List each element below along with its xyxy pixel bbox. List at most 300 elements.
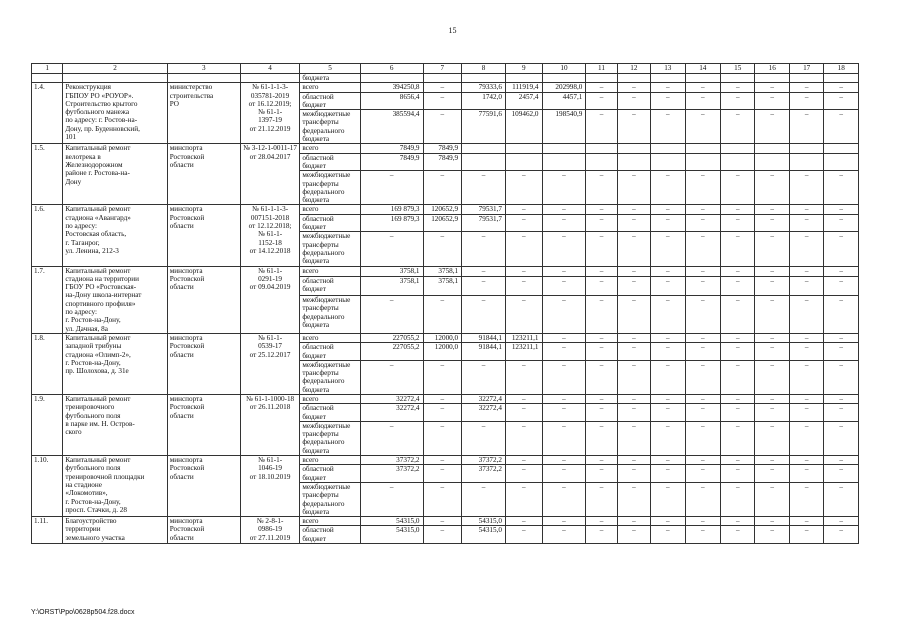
value-cell: – xyxy=(505,404,542,422)
value-cell xyxy=(651,153,685,171)
value-cell: 385594,4 xyxy=(360,110,423,144)
value-cell: – xyxy=(721,526,755,544)
value-cell: – xyxy=(586,214,617,232)
value-cell: – xyxy=(755,517,789,526)
value-cell: – xyxy=(789,465,823,483)
value-cell: – xyxy=(755,456,789,465)
value-cell: – xyxy=(685,517,721,526)
value-cell: – xyxy=(824,517,859,526)
value-cell: – xyxy=(685,360,721,394)
value-cell: – xyxy=(721,404,755,422)
value-cell: 79531,7 xyxy=(462,205,506,214)
value-cell: – xyxy=(824,482,859,516)
value-cell: – xyxy=(542,482,586,516)
value-cell: – xyxy=(755,83,789,92)
column-header: 11 xyxy=(586,64,617,74)
value-cell: – xyxy=(360,421,423,455)
value-cell: – xyxy=(651,83,685,92)
table-cell xyxy=(505,74,542,83)
value-cell: – xyxy=(755,205,789,214)
funding-source: межбюджетные трансферты федерального бюджета xyxy=(300,296,361,334)
value-cell: – xyxy=(617,456,650,465)
value-cell xyxy=(462,153,506,171)
value-cell: – xyxy=(651,214,685,232)
page-number: 15 xyxy=(448,26,457,35)
value-cell: – xyxy=(505,421,542,455)
value-cell: – xyxy=(789,110,823,144)
value-cell: – xyxy=(542,214,586,232)
value-cell: – xyxy=(360,171,423,205)
value-cell: 7849,9 xyxy=(360,144,423,153)
value-cell: – xyxy=(617,343,650,361)
value-cell: – xyxy=(789,526,823,544)
table-cell xyxy=(63,74,167,83)
value-cell: – xyxy=(651,360,685,394)
column-header: 16 xyxy=(755,64,789,74)
value-cell: – xyxy=(423,421,462,455)
value-cell: – xyxy=(685,394,721,403)
value-cell: – xyxy=(755,266,789,276)
value-cell: – xyxy=(789,421,823,455)
value-cell: – xyxy=(586,526,617,544)
value-cell: – xyxy=(542,232,586,266)
value-cell: – xyxy=(721,171,755,205)
value-cell: – xyxy=(651,343,685,361)
executor: минспорта Ростовской области xyxy=(167,394,240,455)
value-cell: – xyxy=(542,333,586,342)
value-cell: – xyxy=(617,83,650,92)
value-cell: – xyxy=(651,526,685,544)
value-cell: 109462,0 xyxy=(505,110,542,144)
value-cell: – xyxy=(617,465,650,483)
file-path: Y:\ORST\Ppo\0628p504.f28.docx xyxy=(31,609,135,616)
value-cell: – xyxy=(755,404,789,422)
value-cell: – xyxy=(617,333,650,342)
value-cell: – xyxy=(542,276,586,295)
value-cell: – xyxy=(651,465,685,483)
value-cell: – xyxy=(423,171,462,205)
column-header: 5 xyxy=(300,64,361,74)
value-cell: – xyxy=(789,482,823,516)
value-cell: – xyxy=(789,296,823,334)
item-number: 1.4. xyxy=(32,83,63,144)
document-ref: № 61-1-1000-18 от 26.11.2018 xyxy=(240,394,300,455)
value-cell: – xyxy=(721,465,755,483)
value-cell: – xyxy=(586,482,617,516)
value-cell: – xyxy=(651,171,685,205)
value-cell: – xyxy=(824,333,859,342)
value-cell: – xyxy=(824,360,859,394)
value-cell: – xyxy=(462,276,506,295)
column-header: 12 xyxy=(617,64,650,74)
value-cell: – xyxy=(755,232,789,266)
value-cell: – xyxy=(462,421,506,455)
value-cell: – xyxy=(586,465,617,483)
value-cell: – xyxy=(755,394,789,403)
funding-source: всего xyxy=(300,333,361,342)
value-cell: – xyxy=(824,465,859,483)
value-cell: – xyxy=(617,394,650,403)
value-cell xyxy=(462,144,506,153)
value-cell: – xyxy=(651,276,685,295)
column-header: 2 xyxy=(63,64,167,74)
document-ref: № 61-1- 1046-19 от 18.10.2019 xyxy=(240,456,300,517)
funding-source: областной бюджет xyxy=(300,526,361,544)
funding-source: всего xyxy=(300,83,361,92)
value-cell: – xyxy=(505,526,542,544)
value-cell: – xyxy=(586,517,617,526)
value-cell: – xyxy=(651,266,685,276)
value-cell: 54315,0 xyxy=(360,517,423,526)
value-cell: 123211,1 xyxy=(505,333,542,342)
value-cell: – xyxy=(824,205,859,214)
value-cell xyxy=(617,153,650,171)
value-cell: 37372,2 xyxy=(360,465,423,483)
item-number: 1.6. xyxy=(32,205,63,266)
value-cell: – xyxy=(685,456,721,465)
value-cell: – xyxy=(755,92,789,110)
value-cell: – xyxy=(721,517,755,526)
value-cell: – xyxy=(505,465,542,483)
funding-source: областной бюджет xyxy=(300,465,361,483)
value-cell: – xyxy=(505,360,542,394)
value-cell: 54315,0 xyxy=(462,517,506,526)
value-cell: – xyxy=(721,360,755,394)
header-row xyxy=(32,64,859,74)
value-cell: – xyxy=(721,92,755,110)
value-cell: – xyxy=(586,421,617,455)
value-cell: – xyxy=(423,232,462,266)
value-cell: – xyxy=(789,205,823,214)
value-cell: – xyxy=(462,171,506,205)
value-cell: – xyxy=(542,394,586,403)
value-cell: – xyxy=(685,83,721,92)
value-cell: – xyxy=(617,92,650,110)
item-number: 1.10. xyxy=(32,456,63,517)
value-cell: – xyxy=(755,276,789,295)
value-cell: 54315,0 xyxy=(360,526,423,544)
value-cell: – xyxy=(721,456,755,465)
column-header: 17 xyxy=(789,64,823,74)
value-cell: – xyxy=(755,360,789,394)
funding-source: областной бюджет xyxy=(300,276,361,295)
value-cell: – xyxy=(542,465,586,483)
value-cell: – xyxy=(542,517,586,526)
value-cell: – xyxy=(423,456,462,465)
value-cell: 32272,4 xyxy=(360,394,423,403)
executor: минспорта Ростовской области xyxy=(167,144,240,205)
table-cell xyxy=(542,74,586,83)
table-cell xyxy=(586,74,617,83)
value-cell: – xyxy=(685,110,721,144)
value-cell: – xyxy=(755,526,789,544)
value-cell: – xyxy=(586,110,617,144)
value-cell: – xyxy=(651,333,685,342)
value-cell: – xyxy=(617,232,650,266)
table-cell xyxy=(651,74,685,83)
value-cell: 54315,0 xyxy=(462,526,506,544)
value-cell: 7849,9 xyxy=(423,153,462,171)
value-cell: – xyxy=(617,205,650,214)
value-cell: – xyxy=(755,171,789,205)
table-cell xyxy=(789,74,823,83)
table-cell xyxy=(167,74,240,83)
funding-source: всего xyxy=(300,205,361,214)
item-name: Капитальный ремонт велотрека в Железнодорожном районе г. Ростова-на- Дону xyxy=(63,144,167,205)
value-cell: – xyxy=(755,465,789,483)
value-cell: 120652,9 xyxy=(423,205,462,214)
value-cell: 3758,1 xyxy=(423,266,462,276)
value-cell: – xyxy=(685,333,721,342)
value-cell: 91844,1 xyxy=(462,343,506,361)
value-cell xyxy=(721,153,755,171)
value-cell: – xyxy=(505,456,542,465)
value-cell: – xyxy=(824,421,859,455)
value-cell: 2457,4 xyxy=(505,92,542,110)
column-header: 1 xyxy=(32,64,63,74)
value-cell: – xyxy=(721,276,755,295)
column-header: 7 xyxy=(423,64,462,74)
value-cell: – xyxy=(651,110,685,144)
value-cell: – xyxy=(755,333,789,342)
value-cell: – xyxy=(505,266,542,276)
value-cell: – xyxy=(505,482,542,516)
item-name: Капитальный ремонт тренировочного футбольного поля в парке им. Н. Остров- ского xyxy=(63,394,167,455)
value-cell: – xyxy=(685,526,721,544)
value-cell: 79333,6 xyxy=(462,83,506,92)
value-cell: – xyxy=(651,296,685,334)
table-cell xyxy=(755,74,789,83)
value-cell: – xyxy=(586,404,617,422)
value-cell: – xyxy=(721,482,755,516)
table-cell xyxy=(240,74,300,83)
value-cell: – xyxy=(685,343,721,361)
value-cell: – xyxy=(586,83,617,92)
table-cell: бюджета xyxy=(300,74,361,83)
value-cell xyxy=(617,144,650,153)
value-cell: – xyxy=(824,404,859,422)
value-cell: – xyxy=(462,232,506,266)
value-cell: – xyxy=(505,214,542,232)
value-cell: – xyxy=(586,276,617,295)
value-cell xyxy=(685,153,721,171)
value-cell: – xyxy=(721,83,755,92)
value-cell: – xyxy=(542,456,586,465)
value-cell: – xyxy=(586,343,617,361)
value-cell: – xyxy=(360,482,423,516)
value-cell: – xyxy=(685,421,721,455)
value-cell xyxy=(824,153,859,171)
item-number: 1.7. xyxy=(32,266,63,333)
value-cell: – xyxy=(586,456,617,465)
value-cell: – xyxy=(542,526,586,544)
value-cell: – xyxy=(721,214,755,232)
value-cell: – xyxy=(824,276,859,295)
value-cell: – xyxy=(505,394,542,403)
value-cell xyxy=(586,144,617,153)
table-row xyxy=(32,266,859,276)
value-cell: – xyxy=(824,92,859,110)
funding-source: межбюджетные трансферты федерального бюджета xyxy=(300,232,361,266)
document-ref: № 61-1-1-3- 007151-2018 от 12.12.2018; № 61-1- 1152-18 от 14.12.2018 xyxy=(240,205,300,266)
value-cell: – xyxy=(824,232,859,266)
value-cell: 202998,0 xyxy=(542,83,586,92)
value-cell: – xyxy=(721,333,755,342)
value-cell: 37372,2 xyxy=(462,456,506,465)
value-cell: 12000,0 xyxy=(423,333,462,342)
value-cell: – xyxy=(617,526,650,544)
value-cell: – xyxy=(586,171,617,205)
value-cell: – xyxy=(789,83,823,92)
value-cell: – xyxy=(685,465,721,483)
value-cell: – xyxy=(824,394,859,403)
value-cell xyxy=(542,144,586,153)
value-cell: – xyxy=(824,171,859,205)
value-cell: 4457,1 xyxy=(542,92,586,110)
value-cell: – xyxy=(685,296,721,334)
item-name: Капитальный ремонт футбольного поля тренировочной площадки на стадионе «Локомотив», г. Ростов-на-Дону, просп. Стачки, д. 28 xyxy=(63,456,167,517)
value-cell: – xyxy=(685,171,721,205)
value-cell: – xyxy=(462,266,506,276)
value-cell: 123211,1 xyxy=(505,343,542,361)
value-cell: – xyxy=(617,214,650,232)
table-cell xyxy=(721,74,755,83)
value-cell: – xyxy=(542,205,586,214)
value-cell: – xyxy=(789,360,823,394)
value-cell: – xyxy=(423,296,462,334)
value-cell: – xyxy=(617,517,650,526)
value-cell: – xyxy=(586,205,617,214)
value-cell: – xyxy=(360,232,423,266)
value-cell: – xyxy=(755,110,789,144)
funding-source: межбюджетные трансферты федерального бюджета xyxy=(300,110,361,144)
funding-source: всего xyxy=(300,266,361,276)
table-cell xyxy=(824,74,859,83)
value-cell: 3758,1 xyxy=(423,276,462,295)
table-cell xyxy=(685,74,721,83)
value-cell: – xyxy=(542,266,586,276)
value-cell: – xyxy=(721,232,755,266)
value-cell: – xyxy=(505,517,542,526)
value-cell: – xyxy=(542,421,586,455)
funding-source: областной бюджет xyxy=(300,343,361,361)
item-number: 1.8. xyxy=(32,333,63,394)
value-cell xyxy=(505,144,542,153)
document-ref: № 61-1- 0539-17 от 25.12.2017 xyxy=(240,333,300,394)
value-cell: 79531,7 xyxy=(462,214,506,232)
value-cell: – xyxy=(423,83,462,92)
table-row xyxy=(32,394,859,403)
table-row xyxy=(32,517,859,526)
value-cell: – xyxy=(685,214,721,232)
item-name: Капитальный ремонт стадиона на территории ГБОУ РО «Ростовская- на-Дону школа-интернат спортивного профиля» по адресу: г. Ростов-на-Дону, ул. Дачная, 8а xyxy=(63,266,167,333)
funding-source: всего xyxy=(300,517,361,526)
value-cell: – xyxy=(651,517,685,526)
value-cell: – xyxy=(789,333,823,342)
value-cell: – xyxy=(423,92,462,110)
value-cell: – xyxy=(824,214,859,232)
value-cell xyxy=(789,144,823,153)
funding-source: межбюджетные трансферты федерального бюджета xyxy=(300,482,361,516)
value-cell: – xyxy=(462,296,506,334)
table-cell xyxy=(617,74,650,83)
funding-source: межбюджетные трансферты федерального бюджета xyxy=(300,421,361,455)
column-header: 15 xyxy=(721,64,755,74)
value-cell: 3758,1 xyxy=(360,276,423,295)
value-cell: – xyxy=(423,404,462,422)
funding-source: областной бюджет xyxy=(300,153,361,171)
value-cell: – xyxy=(755,296,789,334)
value-cell xyxy=(824,144,859,153)
table-cell xyxy=(423,74,462,83)
value-cell: 8656,4 xyxy=(360,92,423,110)
value-cell: – xyxy=(755,421,789,455)
value-cell: 32272,4 xyxy=(462,394,506,403)
continuation-row xyxy=(32,74,859,83)
value-cell: – xyxy=(423,360,462,394)
value-cell: – xyxy=(824,110,859,144)
table-row xyxy=(32,456,859,465)
value-cell: – xyxy=(824,343,859,361)
value-cell: – xyxy=(789,404,823,422)
value-cell: – xyxy=(721,296,755,334)
funding-source: всего xyxy=(300,394,361,403)
value-cell: – xyxy=(789,517,823,526)
value-cell: – xyxy=(685,266,721,276)
value-cell: – xyxy=(360,296,423,334)
document-ref: № 2-8-1- 0986-19 от 27.11.2019 xyxy=(240,517,300,544)
funding-source: межбюджетные трансферты федерального бюджета xyxy=(300,360,361,394)
value-cell: – xyxy=(462,482,506,516)
value-cell: 120652,9 xyxy=(423,214,462,232)
value-cell: 37372,2 xyxy=(360,456,423,465)
funding-source: областной бюджет xyxy=(300,404,361,422)
program-table xyxy=(31,63,859,544)
value-cell: – xyxy=(423,110,462,144)
value-cell xyxy=(789,153,823,171)
table-cell xyxy=(360,74,423,83)
value-cell: – xyxy=(824,526,859,544)
value-cell: – xyxy=(789,214,823,232)
value-cell: 7849,9 xyxy=(423,144,462,153)
value-cell: – xyxy=(586,296,617,334)
value-cell: – xyxy=(651,456,685,465)
value-cell: – xyxy=(651,92,685,110)
value-cell xyxy=(505,153,542,171)
value-cell: – xyxy=(423,482,462,516)
value-cell: – xyxy=(824,296,859,334)
table-row xyxy=(32,83,859,92)
value-cell: – xyxy=(617,421,650,455)
value-cell: – xyxy=(542,171,586,205)
value-cell: – xyxy=(542,360,586,394)
value-cell: – xyxy=(586,360,617,394)
value-cell: 169 879,3 xyxy=(360,214,423,232)
value-cell: – xyxy=(651,232,685,266)
value-cell: – xyxy=(360,360,423,394)
document-ref: № 3-12-1-0011-17 от 28.04.2017 xyxy=(240,144,300,205)
value-cell: – xyxy=(617,266,650,276)
value-cell: – xyxy=(685,276,721,295)
executor: министерство строительства РО xyxy=(167,83,240,144)
value-cell: 32272,4 xyxy=(462,404,506,422)
value-cell: – xyxy=(617,482,650,516)
value-cell: – xyxy=(617,276,650,295)
value-cell: – xyxy=(423,465,462,483)
value-cell: – xyxy=(617,404,650,422)
column-header: 8 xyxy=(462,64,506,74)
value-cell: 198540,9 xyxy=(542,110,586,144)
